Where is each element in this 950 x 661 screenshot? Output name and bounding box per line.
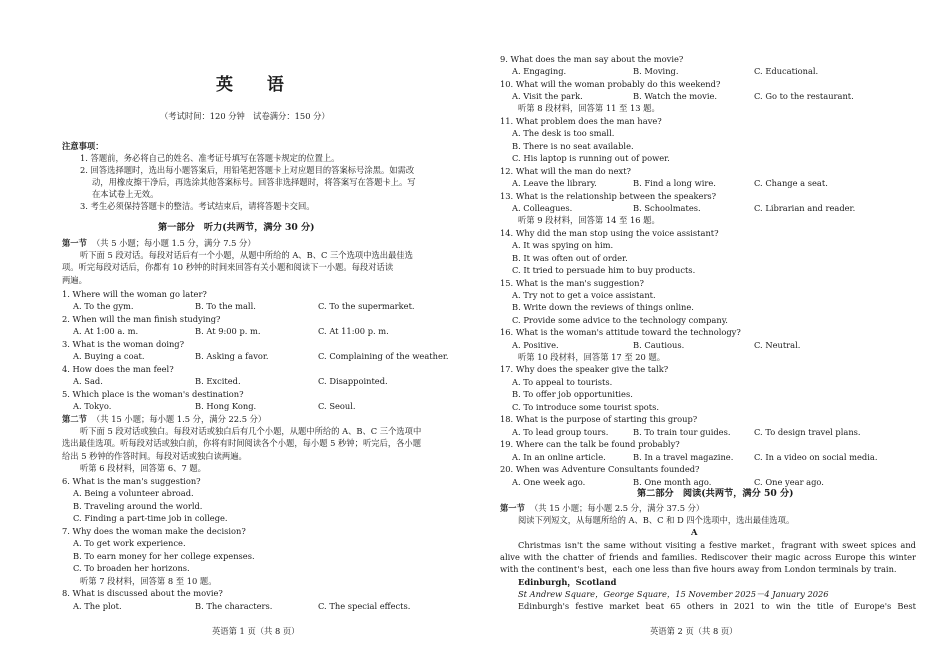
- option-a[interactable]: A. The plot.: [73, 601, 122, 611]
- option-c[interactable]: C. Change a seat.: [754, 178, 828, 188]
- option-c[interactable]: C. Educational.: [754, 66, 819, 76]
- option-a[interactable]: A. Engaging.: [512, 66, 567, 76]
- question-stem: 3. What is the woman doing?: [62, 339, 185, 349]
- option-a[interactable]: A. It was spying on him.: [512, 240, 614, 250]
- option-b[interactable]: B. Asking a favor.: [195, 351, 269, 361]
- option-b[interactable]: B. Find a long wire.: [633, 178, 716, 188]
- right-page: [475, 0, 950, 661]
- section1-desc: （共 5 小题；每小题 1.5 分，满分 7.5 分）: [92, 238, 256, 248]
- option-c[interactable]: C. The special effects.: [318, 601, 411, 611]
- section2-label: 第二节: [62, 414, 87, 424]
- option-b[interactable]: B. To train tour guides.: [633, 427, 731, 437]
- notice-title: 注意事项：: [62, 141, 104, 151]
- question-stem: 7. Why does the woman make the decision?: [62, 526, 246, 536]
- option-a[interactable]: A. At 1:00 a. m.: [73, 326, 139, 336]
- option-a[interactable]: A. To lead group tours.: [512, 427, 609, 437]
- option-c[interactable]: C. In a video on social media.: [754, 452, 878, 462]
- option-b[interactable]: B. To earn money for her college expenses.: [73, 551, 255, 561]
- part2-heading: 第二部分 阅读(共两节，满分 50 分): [637, 488, 794, 499]
- material-note: 听第 7 段材料，回答第 8 至 10 题。: [80, 576, 217, 586]
- option-b[interactable]: B. To offer job opportunities.: [512, 389, 633, 399]
- section1-label: 第一节: [500, 503, 525, 513]
- option-a[interactable]: A. Visit the park.: [512, 91, 583, 101]
- option-b[interactable]: B. One month ago.: [633, 477, 712, 487]
- option-a[interactable]: A. To get work experience.: [73, 538, 186, 548]
- option-c[interactable]: C. Provide some advice to the technology company.: [512, 315, 728, 325]
- section2-desc: （共 15 小题；每小题 1.5 分，满分 22.5 分）: [92, 414, 267, 424]
- part1-heading: 第一部分 听力(共两节，满分 30 分): [158, 222, 315, 233]
- option-b[interactable]: B. Hong Kong.: [195, 401, 257, 411]
- option-a[interactable]: A. To appeal to tourists.: [512, 377, 613, 387]
- option-c[interactable]: C. To broaden her horizons.: [73, 563, 190, 573]
- instruction-line: 选出最佳选项。听每段对话或独白前，你将有时间阅读各个小题，每小题 5 秒钟；听完后，各小题: [62, 438, 422, 448]
- option-a[interactable]: A. Leave the library.: [512, 178, 597, 188]
- option-b[interactable]: B. Moving.: [633, 66, 679, 76]
- question-stem: 20. When was Adventure Consultants founded?: [500, 464, 700, 474]
- question-stem: 5. Which place is the woman's destination?: [62, 389, 244, 399]
- option-b[interactable]: B. Excited.: [195, 376, 241, 386]
- exam-info: （考试时间：120 分钟 试卷满分：150 分）: [160, 111, 330, 121]
- option-a[interactable]: A. Colleagues.: [512, 203, 573, 213]
- option-b[interactable]: B. It was often out of order.: [512, 253, 628, 263]
- option-a[interactable]: A. Positive.: [512, 340, 559, 350]
- notice-line: 3. 考生必须保持答题卡的整洁。考试结束后，请将答题卡交回。: [80, 201, 315, 211]
- option-a[interactable]: A. The desk is too small.: [512, 128, 615, 138]
- option-c[interactable]: C. Complaining of the weather.: [318, 351, 449, 361]
- question-stem: 10. What will the woman probably do this weekend?: [500, 79, 721, 89]
- option-c[interactable]: C. Go to the restaurant.: [754, 91, 854, 101]
- question-stem: 18. What is the purpose of starting this group?: [500, 414, 698, 424]
- question-stem: 9. What does the man say about the movie?: [500, 54, 684, 64]
- notice-line: 2. 回答选择题时，选出每小题答案后，用铅笔把答题卡上对应题目的答案标号涂黑。如需改: [80, 165, 415, 175]
- option-a[interactable]: A. Sad.: [73, 376, 103, 386]
- instruction-line: 听下面 5 段对话或独白。每段对话或独白后有几个小题，从题中所给的 A、B、C 三个选项中: [80, 426, 422, 436]
- option-b[interactable]: B. At 9:00 p. m.: [195, 326, 261, 336]
- option-a[interactable]: A. In an online article.: [512, 452, 606, 462]
- question-stem: 16. What is the woman's attitude toward the technology?: [500, 327, 741, 337]
- option-b[interactable]: B. The characters.: [195, 601, 273, 611]
- instruction-line: 给出 5 秒钟的作答时间。每段对话或独白读两遍。: [62, 451, 247, 461]
- question-stem: 8. What is discussed about the movie?: [62, 588, 223, 598]
- page-footer: 英语第 2 页（共 8 页）: [650, 626, 738, 636]
- passage-line: Christmas isn't the same without visiting a festive market，fragrant with sweet spices and: [518, 540, 916, 550]
- passage-place: Edinburgh，Scotland: [518, 577, 617, 587]
- instruction-line: 两遍。: [62, 275, 87, 285]
- notice-line: 动，用橡皮擦干净后，再选涂其他答案标号。回答非选择题时，将答案写在答题卡上。写: [92, 177, 416, 187]
- option-c[interactable]: C. Seoul.: [318, 401, 356, 411]
- option-b[interactable]: B. In a travel magazine.: [633, 452, 734, 462]
- option-c[interactable]: C. To the supermarket.: [318, 301, 415, 311]
- instruction-line: 项。听完每段对话后，你都有 10 秒钟的时间来回答有关小题和阅读下一小题。每段对话读: [62, 262, 394, 272]
- option-c[interactable]: C. It tried to persuade him to buy products.: [512, 265, 696, 275]
- question-stem: 19. Where can the talk be found probably?: [500, 439, 680, 449]
- option-b[interactable]: B. Schoolmates.: [633, 203, 701, 213]
- option-c[interactable]: C. Librarian and reader.: [754, 203, 856, 213]
- option-b[interactable]: B. Traveling around the world.: [73, 501, 203, 511]
- option-c[interactable]: C. To introduce some tourist spots.: [512, 402, 659, 412]
- notice-line: 在本试卷上无效。: [92, 189, 159, 199]
- option-c[interactable]: C. Disappointed.: [318, 376, 388, 386]
- option-a[interactable]: A. One week ago.: [512, 477, 586, 487]
- question-stem: 6. What is the man's suggestion?: [62, 476, 201, 486]
- question-stem: 1. Where will the woman go later?: [62, 289, 207, 299]
- option-a[interactable]: A. Being a volunteer abroad.: [73, 488, 194, 498]
- instruction-line: 听下面 5 段对话。每段对话后有一个小题，从题中所给的 A、B、C 三个选项中选出最佳选: [80, 250, 413, 260]
- option-a[interactable]: A. Tokyo.: [73, 401, 112, 411]
- option-a[interactable]: A. Try not to get a voice assistant.: [512, 290, 656, 300]
- option-c[interactable]: C. His laptop is running out of power.: [512, 153, 670, 163]
- passage-place-detail: St Andrew Square，George Square，15 November 2025－4 January 2026: [518, 589, 829, 599]
- passage-line: with the continent's best，each one less than five hours away from London terminals by train.: [500, 564, 897, 574]
- question-stem: 12. What will the man do next?: [500, 166, 632, 176]
- notice-line: 1. 答题前，务必将自己的姓名、准考证号填写在答题卡规定的位置上。: [80, 153, 340, 163]
- page-footer: 英语第 1 页（共 8 页）: [212, 626, 300, 636]
- option-b[interactable]: B. Write down the reviews of things online.: [512, 302, 694, 312]
- passage-line: alive with the chatter of friends and families. Rediscover their magic across Europe this winter: [500, 552, 916, 562]
- section1-label: 第一节: [62, 238, 87, 248]
- question-stem: 14. Why did the man stop using the voice assistant?: [500, 228, 719, 238]
- question-stem: 13. What is the relationship between the speakers?: [500, 191, 717, 201]
- option-a[interactable]: A. Buying a coat.: [73, 351, 145, 361]
- material-note: 听第 10 段材料，回答第 17 至 20 题。: [518, 352, 666, 362]
- option-c[interactable]: C. At 11:00 p. m.: [318, 326, 389, 336]
- material-note: 听第 8 段材料，回答第 11 至 13 题。: [518, 103, 660, 113]
- page-title: 英 语: [216, 75, 298, 95]
- option-b[interactable]: B. To the mall.: [195, 301, 256, 311]
- reading-instruction: 阅读下列短文，从每题所给的 A、B、C 和 D 四个选项中，选出最佳选项。: [518, 515, 795, 525]
- question-stem: 15. What is the man's suggestion?: [500, 278, 644, 288]
- passage-label: A: [691, 527, 698, 537]
- option-c[interactable]: C. Neutral.: [754, 340, 801, 350]
- section1-desc: （共 15 小题；每小题 2.5 分，满分 37.5 分）: [530, 503, 705, 513]
- question-stem: 17. Why does the speaker give the talk?: [500, 364, 669, 374]
- option-b[interactable]: B. Watch the movie.: [633, 91, 718, 101]
- option-b[interactable]: B. Cautious.: [633, 340, 685, 350]
- question-stem: 4. How does the man feel?: [62, 364, 174, 374]
- option-c[interactable]: C. One year ago.: [754, 477, 824, 487]
- material-note: 听第 6 段材料，回答第 6、7 题。: [80, 463, 206, 473]
- option-a[interactable]: A. To the gym.: [73, 301, 134, 311]
- option-c[interactable]: C. To design travel plans.: [754, 427, 861, 437]
- question-stem: 2. When will the man finish studying?: [62, 314, 221, 324]
- material-note: 听第 9 段材料，回答第 14 至 16 题。: [518, 215, 660, 225]
- option-b[interactable]: B. There is no seat available.: [512, 141, 634, 151]
- question-stem: 11. What problem does the man have?: [500, 116, 662, 126]
- option-c[interactable]: C. Finding a part-time job in college.: [73, 513, 228, 523]
- passage-line: Edinburgh's festive market beat 65 others in 2021 to win the title of Europe's Best: [518, 601, 916, 611]
